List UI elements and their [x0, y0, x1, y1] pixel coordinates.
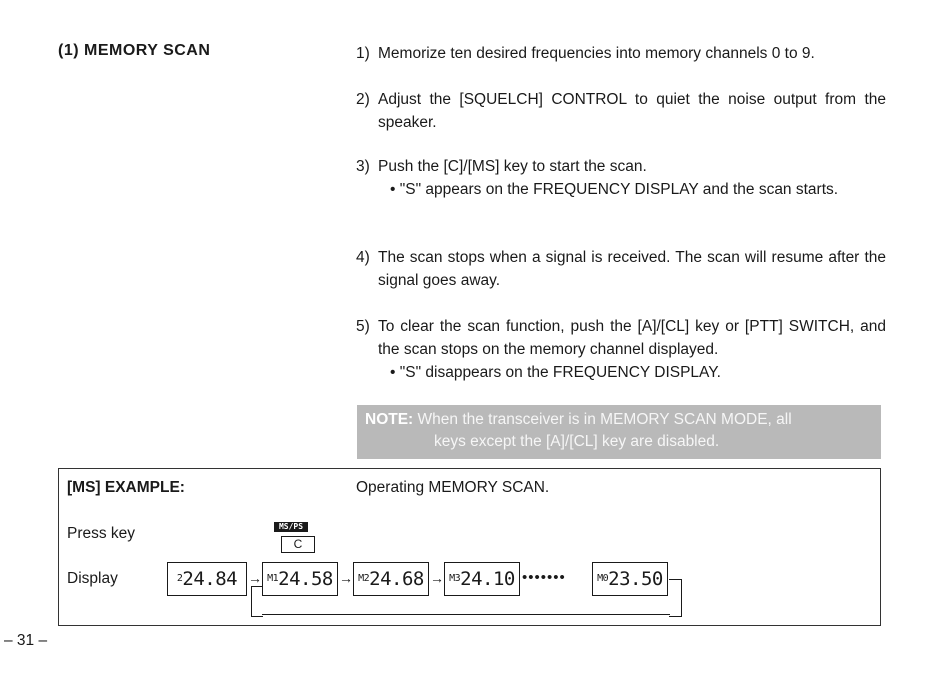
loop-line-bottom	[262, 614, 670, 615]
step-text: Push the [C]/[MS] key to start the scan.	[378, 158, 647, 175]
ms-ps-key-cap: MS/PS	[274, 522, 308, 532]
note-label: NOTE:	[365, 411, 414, 428]
lcd-prefix: 2	[176, 573, 183, 584]
step-number: 1)	[356, 45, 370, 62]
lcd-value: 24.58	[278, 568, 333, 590]
step-3	[356, 155, 886, 201]
step-number: 4)	[356, 249, 370, 266]
lcd-value: 24.10	[460, 568, 515, 590]
continuation-dots: •••••••	[522, 569, 566, 586]
step-bullet: • "S" disappears on the FREQUENCY DISPLAY.	[390, 361, 886, 384]
lcd-display	[444, 562, 520, 596]
example-description: Operating MEMORY SCAN.	[356, 479, 550, 496]
loop-line-right	[669, 579, 682, 617]
step-4	[356, 246, 886, 292]
lcd-value: 24.84	[182, 568, 238, 590]
display-label: Display	[67, 570, 118, 587]
example-title: [MS] EXAMPLE:	[67, 479, 185, 496]
step-number: 3)	[356, 158, 370, 175]
example-box	[58, 468, 881, 626]
step-text: Memorize ten desired frequencies into memory channels 0 to 9.	[378, 45, 815, 62]
step-number: 2)	[356, 91, 370, 108]
arrow-right-icon: →	[430, 570, 444, 586]
lcd-display	[353, 562, 429, 596]
lcd-prefix: M0	[597, 573, 609, 584]
step-1	[356, 42, 886, 65]
page-number: – 31 –	[4, 632, 48, 649]
arrow-right-icon: →	[248, 570, 262, 586]
note-line-1: When the transceiver is in MEMORY SCAN MODE, all	[417, 411, 792, 428]
step-text: Adjust the [SQUELCH] CONTROL to quiet the noise output from the speaker.	[378, 91, 886, 131]
step-5	[356, 315, 886, 384]
note-line-2: keys except the [A]/[CL] key are disabled.	[434, 433, 720, 450]
press-key-label: Press key	[67, 525, 136, 542]
lcd-prefix: M3	[449, 573, 461, 584]
lcd-value: 24.68	[369, 568, 424, 590]
c-key-button: C	[281, 536, 315, 553]
arrow-right-icon: →	[339, 570, 353, 586]
step-number: 5)	[356, 318, 370, 335]
step-text: To clear the scan function, push the [A]/[CL] key or [PTT] SWITCH, and the scan stops on the memory channel displayed.	[378, 318, 886, 358]
step-bullet: • "S" appears on the FREQUENCY DISPLAY and the scan starts.	[390, 178, 886, 201]
step-2	[356, 88, 886, 134]
note-box	[357, 405, 881, 459]
lcd-prefix: M1	[267, 573, 279, 584]
step-text: The scan stops when a signal is received. The scan will resume after the signal goes away.	[378, 249, 886, 289]
section-heading: (1) MEMORY SCAN	[58, 42, 211, 59]
loop-line-left	[251, 586, 263, 617]
lcd-display	[592, 562, 668, 596]
lcd-display	[262, 562, 338, 596]
lcd-display	[167, 562, 247, 596]
lcd-prefix: M2	[358, 573, 370, 584]
lcd-value: 23.50	[608, 568, 663, 590]
